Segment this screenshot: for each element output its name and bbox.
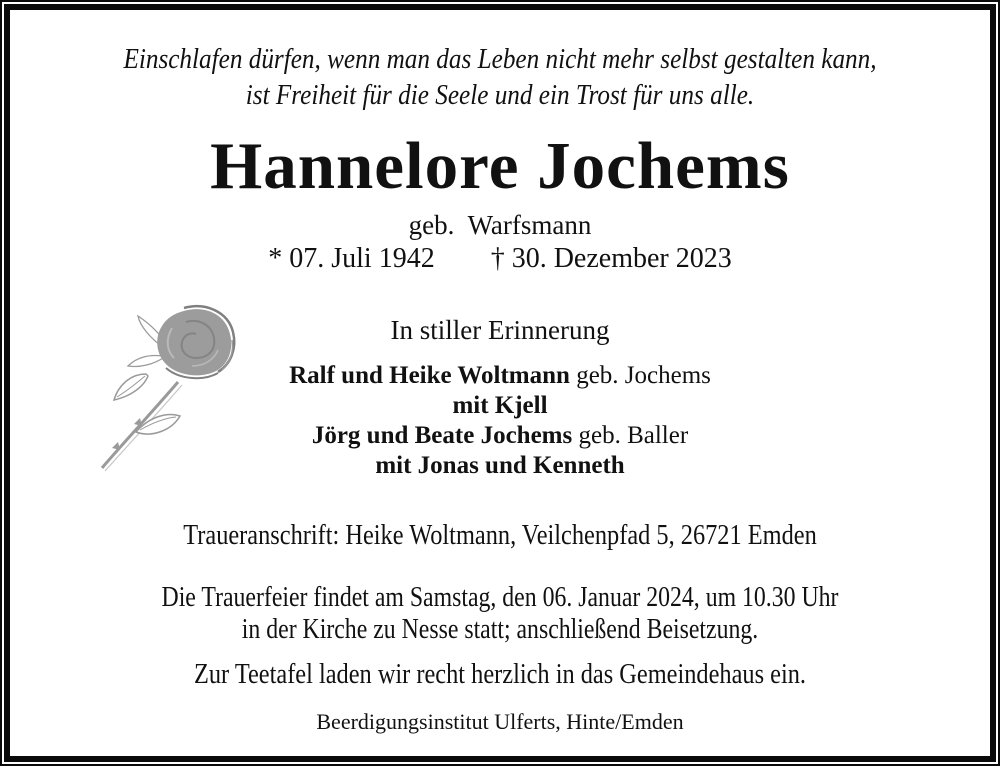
birth-date: * 07. Juli 1942: [268, 243, 435, 274]
epigraph-line-2: ist Freiheit für die Seele und ein Trost für uns alle.: [245, 80, 755, 111]
mourning-address: Traueranschrift: Heike Woltmann, Veilchenpfad 5, 26721 Emden: [183, 519, 817, 551]
mourner-line: [0, 391, 1000, 421]
mourner-names: Jörg und Beate Jochems: [311, 422, 573, 449]
service-details-line-2: in der Kirche zu Nesse statt; anschließend Beisetzung.: [241, 613, 759, 645]
remembrance-heading: In stiller Erinnerung: [390, 315, 610, 345]
deceased-name: Hannelore Jochems: [210, 129, 790, 203]
mourner-suffix: geb. Baller: [572, 422, 689, 449]
funeral-home-credit: Beerdigungsinstitut Ulferts, Hinte/Emden: [316, 709, 684, 734]
mourner-line: [0, 451, 1000, 481]
invitation-line: Zur Teetafel laden wir recht herzlich in das Gemeindehaus ein.: [193, 658, 806, 690]
death-date: † 30. Dezember 2023: [490, 243, 732, 274]
mourner-names: mit Kjell: [452, 392, 548, 419]
mourner-suffix: geb. Jochems: [569, 362, 711, 389]
mourners-list: [0, 361, 1000, 481]
mourner-names: mit Jonas und Kenneth: [375, 452, 625, 479]
service-details-line-1: Die Trauerfeier findet am Samstag, den 06. Januar 2024, um 10.30 Uhr: [161, 581, 839, 613]
life-dates: [0, 243, 1000, 275]
epigraph-line-1: Einschlafen dürfen, wenn man das Leben nicht mehr selbst gestalten kann,: [123, 44, 877, 75]
mourner-line: [0, 361, 1000, 391]
maiden-name: geb. Warfsmann: [408, 210, 592, 240]
mourner-names: Ralf und Heike Woltmann: [289, 362, 570, 389]
mourner-line: [0, 421, 1000, 451]
